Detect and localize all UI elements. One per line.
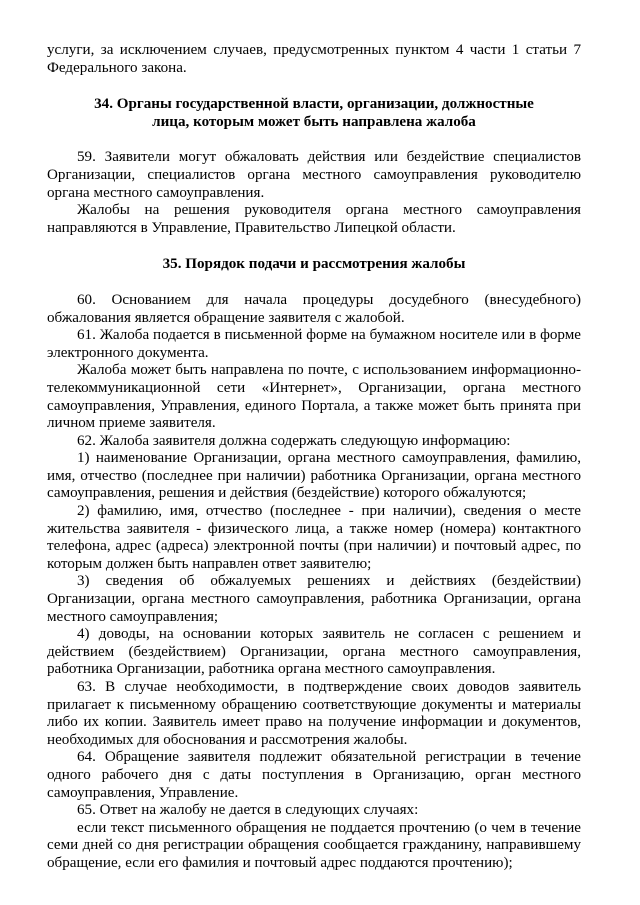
- paragraph-63: 63. В случае необходимости, в подтверждение своих доводов заявитель прилагает к письменному обращению соответствующие документы и материалы либо их копии. Заявитель имеет право на получение информации и документов, необходимых для обоснования и рассмотрения жалобы.: [47, 679, 581, 748]
- section-34-heading-line2: лица, которым может быть направлена жалоба: [152, 113, 476, 130]
- section-35-heading: 35. Порядок подачи и рассмотрения жалобы: [162, 256, 466, 273]
- intro-paragraph: услуги, за исключением случаев, предусмотренных пунктом 4 части 1 статьи 7 Федерального закона.: [47, 42, 581, 76]
- document-body: [47, 42, 581, 873]
- section-34-heading-line1: 34. Органы государственной власти, организации, должностные: [94, 96, 534, 113]
- paragraph-62-item-4: 4) доводы, на основании которых заявитель не согласен с решением и действием (бездействием) Организации, органа местного самоуправления, работника Организации, работника органа местного самоуправления.: [47, 626, 581, 678]
- paragraph-61-delivery: Жалоба может быть направлена по почте, с использованием информационно-телекоммуникационной сети «Интернет», Организации, органа местного самоуправления, Управления, единого Портала, а также может быть принята при личном приеме заявителя.: [47, 362, 581, 432]
- paragraph-62: 62. Жалоба заявителя должна содержать следующую информацию:: [77, 432, 511, 449]
- paragraph-65-case-1: если текст письменного обращения не поддается прочтению (о чем в течение семи дней со дня регистрации обращения сообщается гражданину, направившему обращение, если его фамилия и почтовый адрес поддаются прочтению);: [47, 819, 581, 871]
- paragraph-62-item-2: 2) фамилию, имя, отчество (последнее - при наличии), сведения о месте жительства заявителя - физического лица, а также номер (номера) контактного телефона, адрес (адреса) электронной почты (при наличии) и почтовый адрес, по которым должен быть направлен ответ заявителю;: [47, 503, 581, 572]
- paragraph-59: 59. Заявители могут обжаловать действия или бездействие специалистов Организации, специалистов органа местного самоуправления руководителю органа местного самоуправления.: [47, 149, 581, 201]
- paragraph-62-item-1: 1) наименование Организации, органа местного самоуправления, фамилию, имя, отчество (последнее при наличии) работника Организации, органа местного самоуправления, решения и действия (бездействие) которого обжалуются;: [47, 450, 581, 502]
- section-34-heading: [47, 96, 581, 131]
- paragraph-64: 64. Обращение заявителя подлежит обязательной регистрации в течение одного рабочего дня с даты поступления в Организацию, орган местного самоуправления, Управление.: [47, 749, 581, 801]
- paragraph-59-complaints: Жалобы на решения руководителя органа местного самоуправления направляются в Управление, Правительство Липецкой области.: [47, 202, 581, 236]
- paragraph-65: 65. Ответ на жалобу не дается в следующих случаях:: [77, 802, 419, 819]
- paragraph-62-item-3: 3) сведения об обжалуемых решениях и действиях (бездействии) Организации, органа местного самоуправления, работника Организации, органа местного самоуправления;: [47, 573, 581, 625]
- paragraph-61: 61. Жалоба подается в письменной форме на бумажном носителе или в форме электронного документа.: [47, 327, 581, 361]
- paragraph-60: 60. Основанием для начала процедуры досудебного (внесудебного) обжалования является обращение заявителя с жалобой.: [47, 291, 581, 326]
